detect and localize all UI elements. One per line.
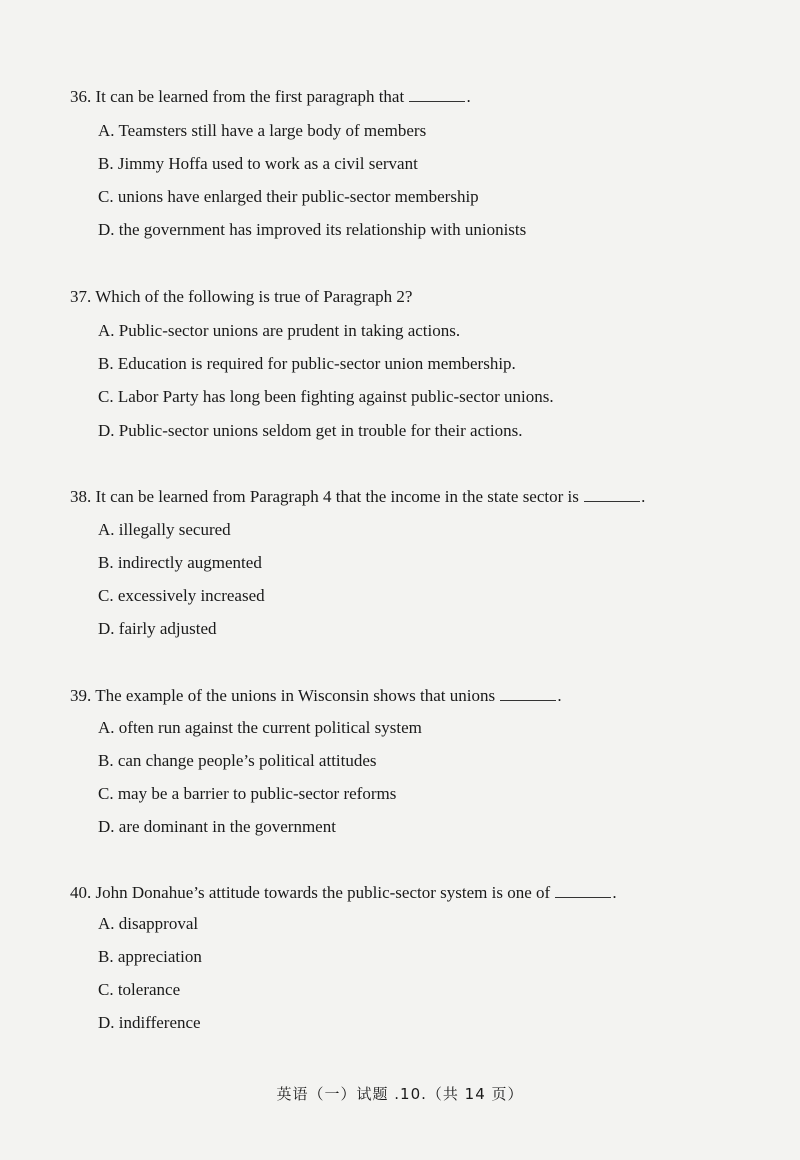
option-c: C. Labor Party has long been fighting against public-sector unions. — [98, 387, 554, 406]
answer-blank — [409, 87, 465, 102]
answer-blank — [555, 883, 611, 898]
question-stem: 37. Which of the following is true of Paragraph 2? — [70, 287, 413, 306]
option-d: D. the government has improved its relationship with unionists — [98, 220, 527, 239]
question-stem: 38. It can be learned from Paragraph 4 that the income in the state sector is . — [70, 487, 646, 506]
option-d: D. are dominant in the government — [98, 817, 336, 836]
option-a: A. disapproval — [98, 914, 199, 933]
option-a: A. Public-sector unions are prudent in taking actions. — [98, 321, 461, 340]
option-d: D. fairly adjusted — [98, 619, 217, 638]
answer-blank — [584, 487, 640, 502]
option-c: C. tolerance — [98, 980, 181, 999]
answer-blank — [500, 686, 556, 701]
option-c: C. may be a barrier to public-sector reforms — [98, 784, 397, 803]
option-b: B. Jimmy Hoffa used to work as a civil servant — [98, 154, 418, 173]
option-c: C. unions have enlarged their public-sector membership — [98, 187, 479, 206]
question-stem: 39. The example of the unions in Wisconsin shows that unions . — [70, 686, 562, 705]
option-a: A. illegally secured — [98, 520, 231, 539]
option-b: B. Education is required for public-sector union membership. — [98, 354, 516, 373]
option-d: D. indifference — [98, 1013, 201, 1032]
question-stem: 40. John Donahue’s attitude towards the public-sector system is one of . — [70, 883, 617, 902]
option-b: B. can change people’s political attitudes — [98, 751, 377, 770]
option-b: B. appreciation — [98, 947, 202, 966]
option-d: D. Public-sector unions seldom get in trouble for their actions. — [98, 421, 523, 440]
page-footer: 英语（一）试题 .10.（共 14 页） — [276, 1085, 524, 1103]
option-a: A. Teamsters still have a large body of members — [98, 121, 427, 140]
option-c: C. excessively increased — [98, 586, 265, 605]
question-stem: 36. It can be learned from the first paragraph that . — [70, 87, 471, 106]
option-a: A. often run against the current political system — [98, 718, 422, 737]
option-b: B. indirectly augmented — [98, 553, 262, 572]
